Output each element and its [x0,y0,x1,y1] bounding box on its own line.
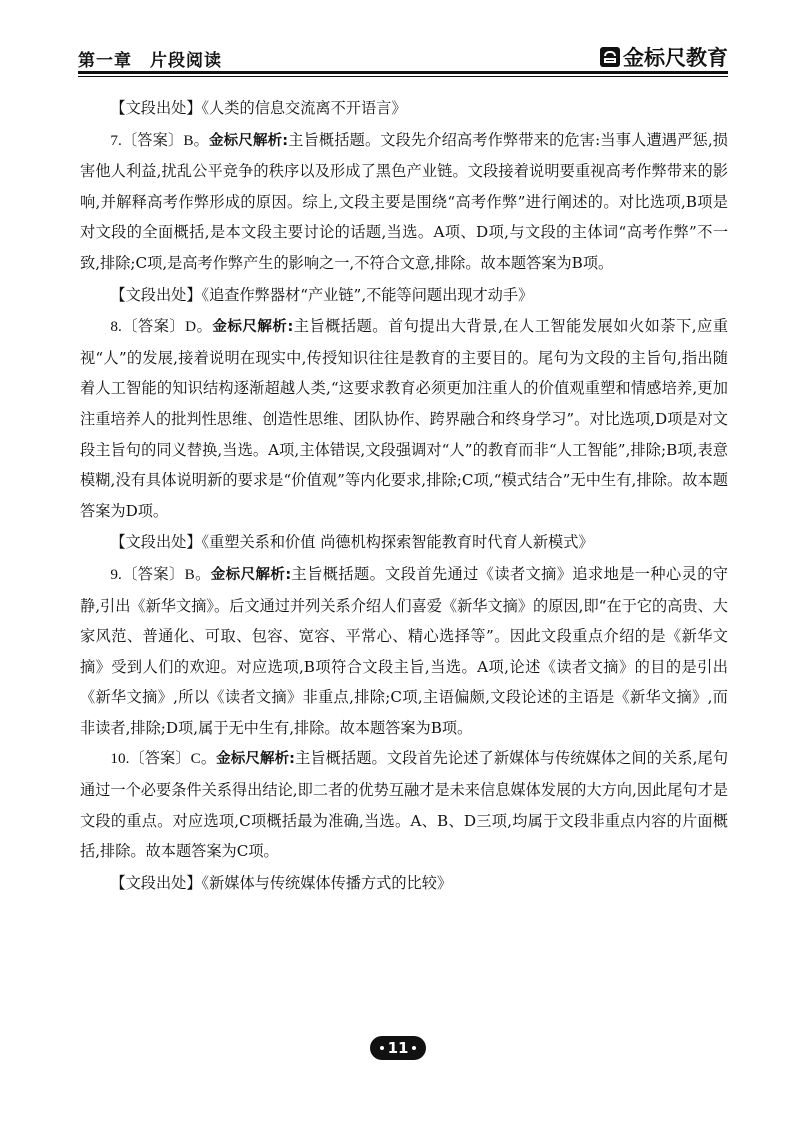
analysis-label: 金标尺解析: [212,319,294,336]
question-number: 8. [110,318,122,336]
source-line: 【文段出处】《重塑关系和价值 尚德机构探索智能教育时代育人新模式》 [110,533,594,552]
dot-icon [380,1046,384,1050]
source-line: 【文段出处】《人类的信息交流离不开语言》 [110,99,407,117]
analysis-label: 金标尺解析: [208,132,289,149]
answer-label: 〔答案〕 [121,130,184,149]
answer-paragraph-7 [80,125,728,279]
answer-paragraph-10 [80,743,728,866]
answer-paragraph-9 [80,559,728,744]
question-number: 7. [110,131,122,149]
dot-icon [412,1046,416,1050]
analysis-text: 主旨概括题。文段先介绍高考作弊带来的危害:当事人遭遇严惩,损害他人利益,扰乱公平竞争的秩序以及形成了黑色产业链。文段接着说明要重视高考作弊带来的影响,并解释高考作弊形成的原因。综上,文段主要是围绕“高考作弊”进行阐述的。对比选项,B项是对文段的全面概括,是本文段主要讨论的话题,当选。A项、D项,与文段的主体词“高考作弊”不一致,排除;C项,是高考作弊产生的影响之一,不符合文意,排除。故本题答案为B项。 [80,130,728,272]
chapter-label: 第一章 [78,51,132,71]
answer-choice: B。 [183,131,209,149]
page-content [80,92,728,899]
brand-logo [600,42,728,72]
analysis-text: 主旨概括题。首句提出大背景,在人工智能发展如火如荼下,应重视“人”的发展,接着说明在现实中,传授知识往往是教育的主要目的。尾句为文段的主旨句,指出随着人工智能的知识结构逐渐超越人类,“这要求教育必须更加注重人的价值观重塑和情感培养,更加注重培养人的批判性思维、创造性思维、团队协作、跨界融合和终身学习”。对比选项,D项是对文段主旨句的同义替换,当选。A项,主体错误,文段强调对“人”的教育而非“人工智能”,排除;B项,表意模糊,没有具体说明新的要求是“价值观”等内化要求,排除;C项,“模式结合”无中生有,排除。故本题答案为D项。 [80,317,729,520]
analysis-label: 金标尺解析: [216,751,295,768]
analysis-label: 金标尺解析: [210,566,292,583]
chapter-heading [78,46,222,71]
answer-label: 〔答案〕 [129,749,191,768]
answer-choice: B。 [184,565,211,583]
answer-label: 〔答案〕 [121,317,186,336]
question-number: 9. [110,565,122,583]
page-header [78,40,728,74]
answer-choice: D。 [185,318,213,336]
source-line: 【文段出处】《追查作弊器材“产业链”,不能等问题出现才动手》 [110,285,534,304]
answer-label: 〔答案〕 [121,564,185,583]
brand-name: 金标尺教育 [623,46,728,70]
page-number-badge [370,1036,426,1060]
question-number: 10. [110,750,130,768]
header-rule-thick [78,71,728,74]
chapter-title: 片段阅读 [150,51,222,71]
header-rule-thin [78,76,728,77]
analysis-text: 主旨概括题。文段首先论述了新媒体与传统媒体之间的关系,尾句通过一个必要条件关系得出结论,即二者的优势互融才是未来信息媒体发展的大方向,因此尾句才是文段的重点。对应选项,C项概括最为准确,当选。A、B、D三项,均属于文段非重点内容的片面概括,排除。故本题答案为C项。 [80,749,729,861]
source-line: 【文段出处】《新媒体与传统媒体传播方式的比较》 [110,873,453,892]
answer-choice: C。 [190,750,217,768]
brand-emblem-icon [600,47,620,67]
answer-paragraph-8 [80,311,728,526]
analysis-text: 主旨概括题。文段首先通过《读者文摘》追求地是一种心灵的守静,引出《新华文摘》。后文通过并列关系介绍人们喜爱《新华文摘》的原因,即“在于它的高贵、大家风范、普通化、可取、包容、宽容、平常心、精心选择等”。因此文段重点介绍的是《新华文摘》受到人们的欢迎。对应选项,B项符合文段主旨,当选。A项,论述《读者文摘》的目的是引出《新华文摘》,所以《读者文摘》非重点,排除;C项,主语偏颇,文段论述的主语是《新华文摘》,而非读者,排除;D项,属于无中生有,排除。故本题答案为B项。 [80,564,728,737]
page-number: 11 [387,1039,409,1057]
